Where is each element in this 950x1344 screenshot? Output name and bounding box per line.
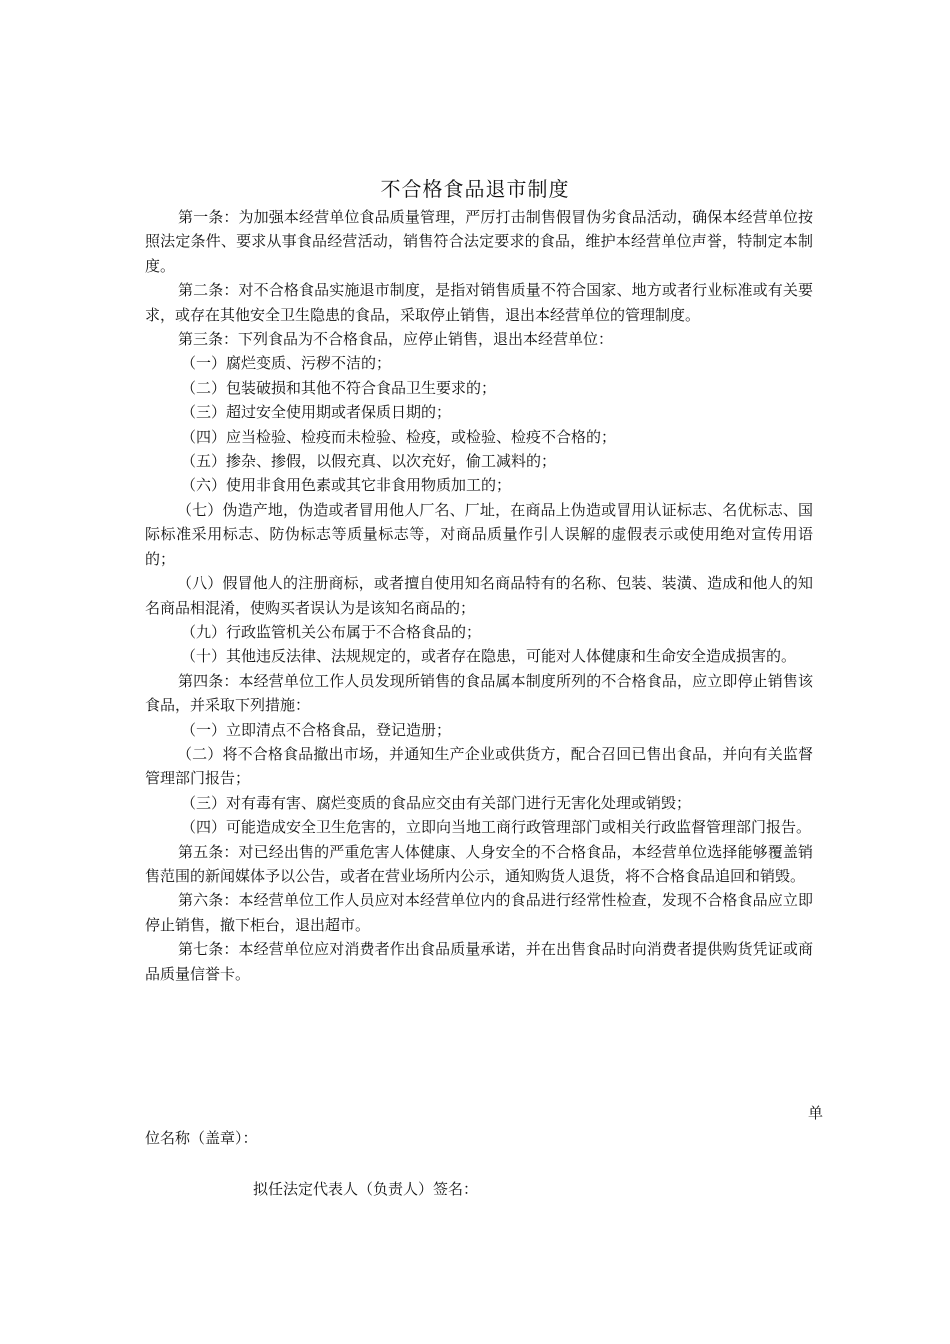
article-4: 第四条：本经营单位工作人员发现所销售的食品属本制度所列的不合格食品，应立即停止销售该食品，并采取下列措施： bbox=[145, 671, 813, 715]
article-1: 第一条：为加强本经营单位食品质量管理，严厉打击制售假冒伪劣食品活动，确保本经营单位按照法定条件、要求从事食品经营活动，销售符合法定要求的食品，维护本经营单位声誉，特制定本制度。 bbox=[145, 208, 813, 275]
article-4-item-1: （一）立即清点不合格食品，登记造册； bbox=[181, 720, 452, 739]
article-6: 第六条：本经营单位工作人员应对本经营单位内的食品进行经常性检查，发现不合格食品应立即停止销售，撤下柜台，退出超市。 bbox=[145, 891, 813, 934]
document-title: 不合格食品退市制度 bbox=[380, 177, 570, 201]
article-3-item-6: （六）使用非食用色素或其它非食用物质加工的； bbox=[181, 476, 512, 495]
article-3-item-2: （二）包装破损和其他不符合食品卫生要求的； bbox=[181, 378, 497, 397]
signature-representative-label: 拟任法定代表人（负责人）签名： bbox=[253, 1180, 479, 1198]
article-3-item-7: （七）伪造产地，伪造或者冒用他人厂名、厂址，在商品上伪造或冒用认证标志、名优标志、国际标准采用标志、防伪标志等质量标志等，对商品质量作引人误解的虚假表示或使用绝对宣传用语的； bbox=[145, 500, 813, 568]
signature-unit-label: 位名称（盖章）： bbox=[145, 1129, 258, 1147]
article-4-item-2: （二）将不合格食品撤出市场，并通知生产企业或供货方，配合召回已售出食品，并向有关监督管理部门报告； bbox=[145, 744, 813, 788]
article-3-item-10: （十）其他违反法律、法规规定的，或者存在隐患，可能对人体健康和生命安全造成损害的。 bbox=[181, 647, 797, 666]
article-3-item-9: （九）行政监管机关公布属于不合格食品的； bbox=[181, 622, 482, 641]
article-3-item-8: （八）假冒他人的注册商标，或者擅自使用知名商品特有的名称、包装、装潢、造成和他人的知名商品相混淆，使购买者误认为是该知名商品的； bbox=[145, 574, 813, 617]
article-7: 第七条：本经营单位应对消费者作出食品质量承诺，并在出售食品时向消费者提供购货凭证或商品质量信誉卡。 bbox=[145, 940, 813, 983]
article-3-item-3: （三）超过安全使用期或者保质日期的； bbox=[181, 403, 452, 422]
article-3: 第三条：下列食品为不合格食品，应停止销售，退出本经营单位： bbox=[178, 330, 614, 349]
article-3-item-1: （一）腐烂变质、污秽不洁的； bbox=[181, 354, 392, 373]
document-body bbox=[145, 205, 813, 986]
signature-unit-label-start: 单 bbox=[808, 1104, 824, 1122]
article-3-item-5: （五）掺杂、掺假，以假充真、以次充好，偷工减料的； bbox=[181, 452, 557, 471]
article-5: 第五条：对已经出售的严重危害人体健康、人身安全的不合格食品，本经营单位选择能够覆盖销售范围的新闻媒体予以公告，或者在营业场所内公示，通知购货人退货，将不合格食品追回和销毁。 bbox=[145, 842, 813, 885]
article-2: 第二条：对不合格食品实施退市制度，是指对销售质量不符合国家、地方或者行业标准或有关要求，或存在其他安全卫生隐患的食品，采取停止销售，退出本经营单位的管理制度。 bbox=[145, 281, 813, 324]
article-4-item-4: （四）可能造成安全卫生危害的，立即向当地工商行政管理部门或相关行政监督管理部门报告。 bbox=[181, 818, 812, 837]
article-3-item-4: （四）应当检验、检疫而未检验、检疫，或检验、检疫不合格的； bbox=[181, 427, 617, 446]
article-4-item-3: （三）对有毒有害、腐烂变质的食品应交由有关部门进行无害化处理或销毁； bbox=[181, 793, 692, 812]
